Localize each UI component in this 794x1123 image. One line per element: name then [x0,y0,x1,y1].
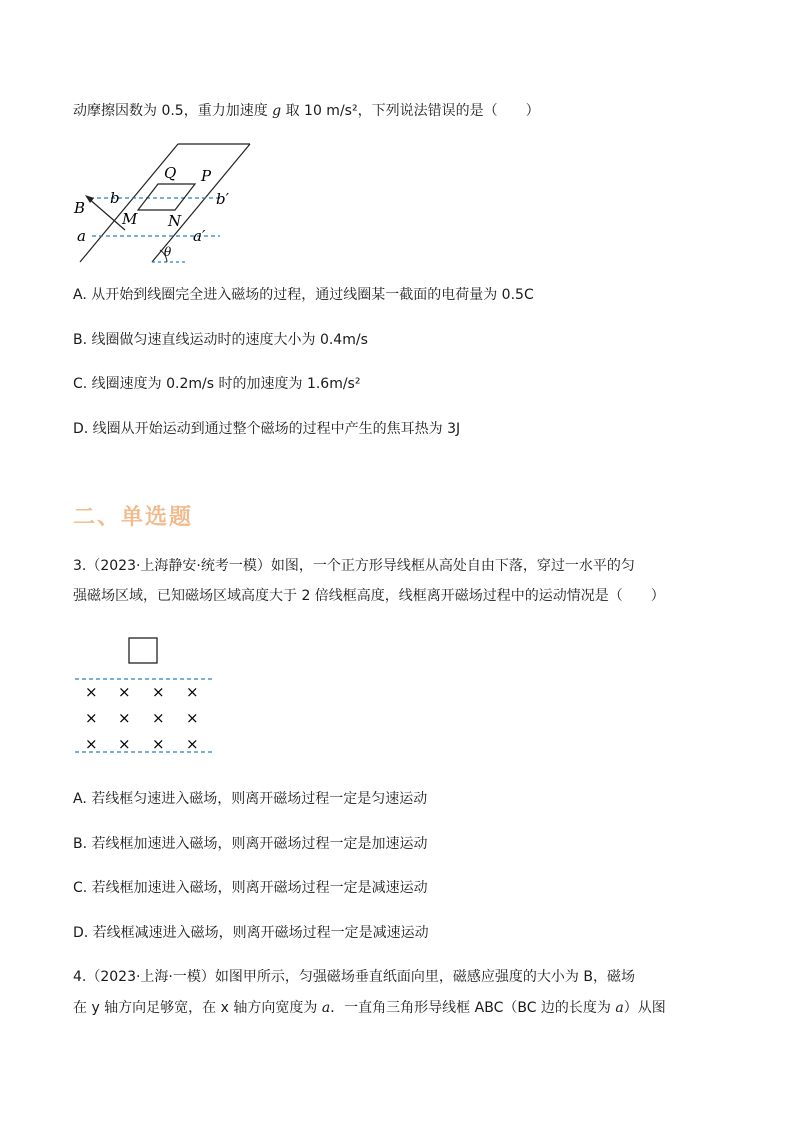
q2-stem-post: 取 10 m/s²，下列说法错误的是（ ） [281,103,540,119]
q3-stem-line2: 强磁场区域，已知磁场区域高度大于 2 倍线框高度，线框离开磁场过程中的运动情况是（ ） [73,588,665,604]
label-m: M [122,210,138,228]
q4-line2-part3: ）从图 [623,1000,666,1016]
q3-stem-line1: 3.（2023·上海静安·统考一模）如图，一个正方形导线框从高处自由下落，穿过一水平的匀 [73,558,635,574]
field-cross: × [186,709,199,727]
q2-stem-tail [73,101,540,121]
q2-option-c: C. 线圈速度为 0.2m/s 时的加速度为 1.6m/s² [73,376,361,392]
label-q: Q [164,164,177,182]
label-n: N [168,212,182,230]
label-a: a [77,227,86,245]
q4-symbol-a: a [615,1000,624,1016]
q3-option-a: A. 若线框匀速进入磁场，则离开磁场过程一定是匀速运动 [73,791,428,807]
q2-option-b: B. 线圈做匀速直线运动时的速度大小为 0.4m/s [73,332,368,348]
coil-mnpq [138,184,195,210]
label-b: b [110,189,120,207]
field-cross: × [85,709,98,727]
field-cross: × [118,683,131,701]
q3-option-c: C. 若线框加速进入磁场，则离开磁场过程一定是减速运动 [73,880,428,896]
q4-line2-part1: 在 y 轴方向足够宽，在 x 轴方向宽度为 [73,1000,322,1016]
q4-line2-part2: ．一直角三角形导线框 ABC（BC 边的长度为 [330,1000,616,1016]
field-cross: × [186,735,199,753]
q3-option-b: B. 若线框加速进入磁场，则离开磁场过程一定是加速运动 [73,836,428,852]
square-frame [129,638,157,663]
q4-symbol-a: a [321,1000,331,1016]
q4-stem-line2 [73,998,666,1018]
label-p: P [201,167,212,185]
label-b-prime: b′ [216,190,230,208]
label-field-b: B [74,199,86,217]
field-cross: × [118,735,131,753]
field-cross: × [85,683,98,701]
field-cross: × [85,735,98,753]
q3-option-d: D. 若线框减速进入磁场，则离开磁场过程一定是减速运动 [73,925,429,941]
q2-option-a: A. 从开始到线圈完全进入磁场的过程，通过线圈某一截面的电荷量为 0.5C [73,287,534,303]
field-cross: × [118,709,131,727]
q2-symbol-g: g [272,103,282,119]
q3-field-figure [72,632,222,757]
label-a-prime: a′ [193,227,206,245]
q2-incline-figure [70,138,260,268]
q2-stem-pre: 动摩擦因数为 0.5，重力加速度 [73,103,273,119]
label-theta: θ [164,245,172,259]
field-cross: × [152,683,165,701]
field-cross: × [152,709,165,727]
field-cross: × [186,683,199,701]
q2-option-d: D. 线圈从开始运动到通过整个磁场的过程中产生的焦耳热为 3J [73,421,461,437]
q4-stem-line1: 4.（2023·上海·一模）如图甲所示，匀强磁场垂直纸面向里，磁感应强度的大小为 B，磁场 [73,969,635,985]
field-cross: × [152,735,165,753]
section-title: 二、单选题 [73,505,194,530]
